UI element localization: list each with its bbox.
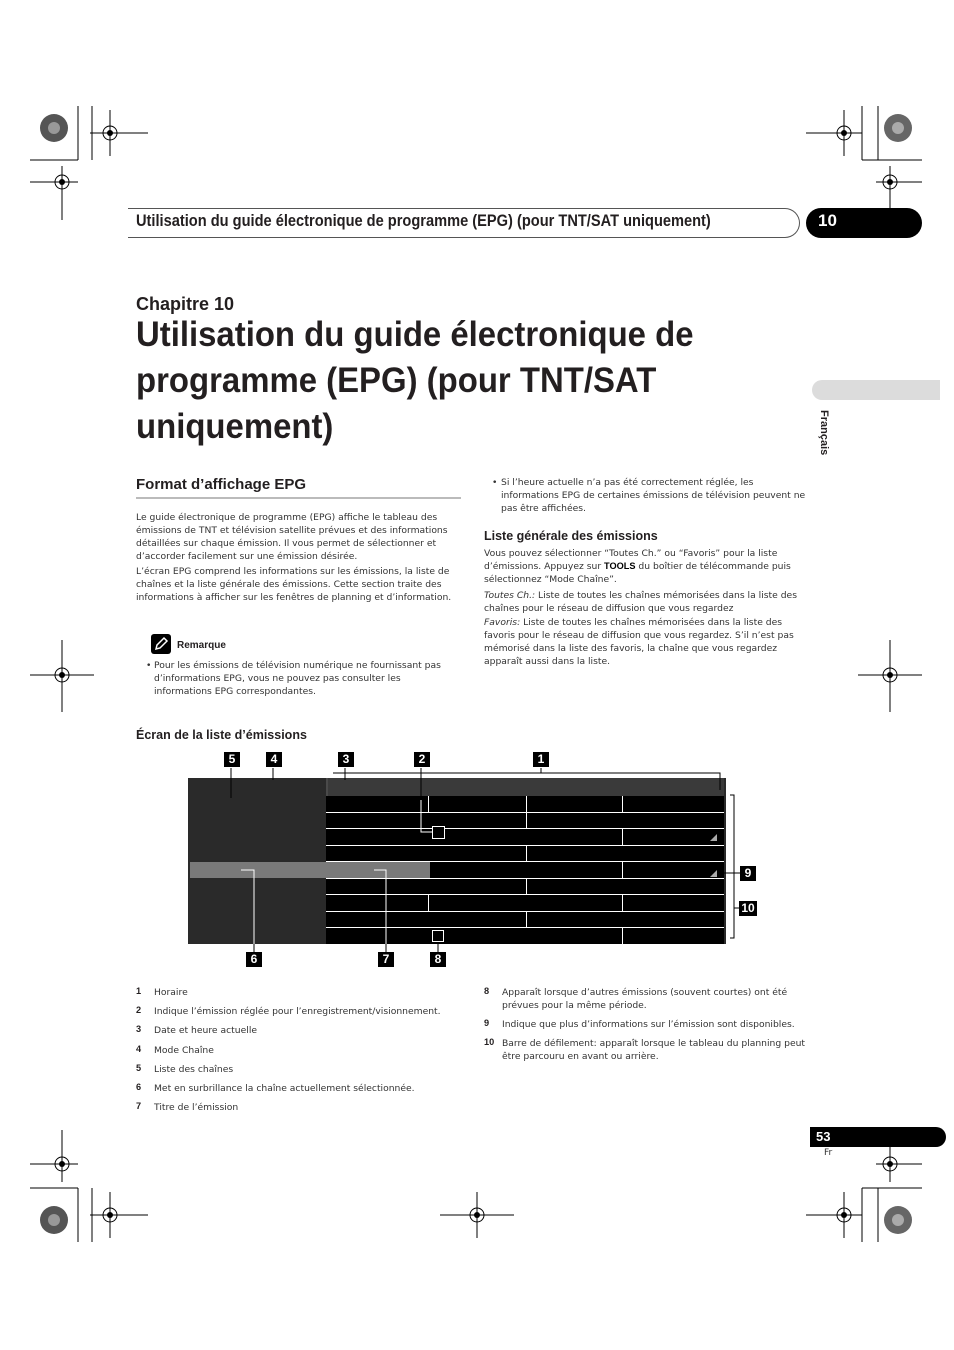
note-label: Remarque [177,640,226,651]
legend-text: Horaire [154,987,188,998]
legend-text: Mode Chaîne [154,1045,214,1056]
diagram-heading: Écran de la liste d’émissions [136,728,307,742]
tools-key: TOOLS [604,561,636,572]
callout-3: 3 [338,752,354,767]
page-number: 53 [816,1129,831,1144]
page-language: Fr [824,1148,833,1158]
legend-num: 6 [136,1082,142,1092]
legend-text: Date et heure actuelle [154,1025,258,1036]
intro-paragraph-1: Le guide électronique de programme (EPG) affiche le tableau des émissions de TNT et télévision satellite prévues et des informations détaillées sur chaque émission. Il vous permet de sélectionner et d’accorder facilement sur une émission désirée. [136,512,448,563]
toutes-term: Toutes Ch.: [484,590,536,601]
callout-5: 5 [224,752,240,767]
toutes-text: Liste de toutes les chaînes mémorisées dans la liste des chaînes pour le réseau de diffusion que vous regardez [484,590,797,615]
language-label: Français [818,410,830,456]
right-bullet-text: Si l’heure actuelle n’a pas été correctement réglée, les informations EPG de certaines émissions de télévision peuvent ne pas être affichées. [501,477,806,515]
legend-num: 7 [136,1101,142,1111]
right-bullet-dot: • [492,477,498,488]
legend-text: Barre de défilement: apparaît lorsque le tableau du planning peut être parcouru en avant ou arrière. [502,1038,806,1063]
intro-paragraph-2: L’écran EPG comprend les informations sur les émissions, la liste de chaînes et la liste générale des émissions. Cette section traite des informations à afficher sur les fenêtres de planning et d’information. [136,566,452,604]
favoris-term: Favoris: [484,617,521,628]
legend-text: Liste des chaînes [154,1064,234,1075]
legend-text: Indique l’émission réglée pour l’enregistrement/visionnement. [154,1006,441,1017]
legend-num: 3 [136,1024,142,1034]
legend-text: Met en surbrillance la chaîne actuellement sélectionnée. [154,1083,415,1094]
callout-9: 9 [740,866,756,881]
legend-num: 2 [136,1005,142,1015]
legend-num: 10 [484,1037,495,1047]
callout-2: 2 [414,752,430,767]
callout-4: 4 [266,752,282,767]
chapter-number: 10 [818,211,837,230]
callout-8: 8 [430,952,446,967]
callout-7: 7 [378,952,394,967]
intro-text-pre: Vous pouvez sélectionner “Toutes Ch.” ou “Favoris” pour la liste d’émissions. Appuyez sur [484,548,778,573]
legend-num: 9 [484,1018,490,1028]
intro-text-post: du boîtier de télécommande puis sélectionnez “Mode Chaîne”. [484,561,791,586]
note-bullet-dot: • [146,660,152,671]
legend-text: Apparaît lorsque d’autres émissions (souvent courtes) ont été prévues pour la même période. [502,987,788,1012]
callout-1: 1 [533,752,549,767]
legend-num: 4 [136,1044,142,1054]
favoris-text: Liste de toutes les chaînes mémorisées dans la liste des favoris pour le réseau de diffusion que vous regardez. S’il n’est pas mémorisé dans la liste des favoris, la chaîne que vous regardez apparaît aussi dans la liste. [484,617,794,668]
running-header-title: Utilisation du guide électronique de programme (EPG) (pour TNT/SAT uniquement) [136,211,711,230]
legend-text: Indique que plus d’informations sur l’émission sont disponibles. [502,1019,795,1030]
legend-text: Titre de l’émission [154,1102,239,1113]
legend-num: 8 [484,986,490,996]
callout-10: 10 [739,901,757,916]
chapter-title: Utilisation du guide électronique de programme (EPG) (pour TNT/SAT uniquement) [136,315,694,446]
section-heading: Format d’affichage EPG [136,476,461,499]
legend-num: 1 [136,986,142,996]
liste-generale-heading: Liste générale des émissions [484,529,658,543]
note-bullet-text: Pour les émissions de télévision numérique ne fournissant pas d’informations EPG, vous ne pouvez pas consulter les informations EPG correspondantes. [154,660,441,698]
chapter-label: Chapitre 10 [136,294,235,314]
callout-6: 6 [246,952,262,967]
legend-num: 5 [136,1063,142,1073]
